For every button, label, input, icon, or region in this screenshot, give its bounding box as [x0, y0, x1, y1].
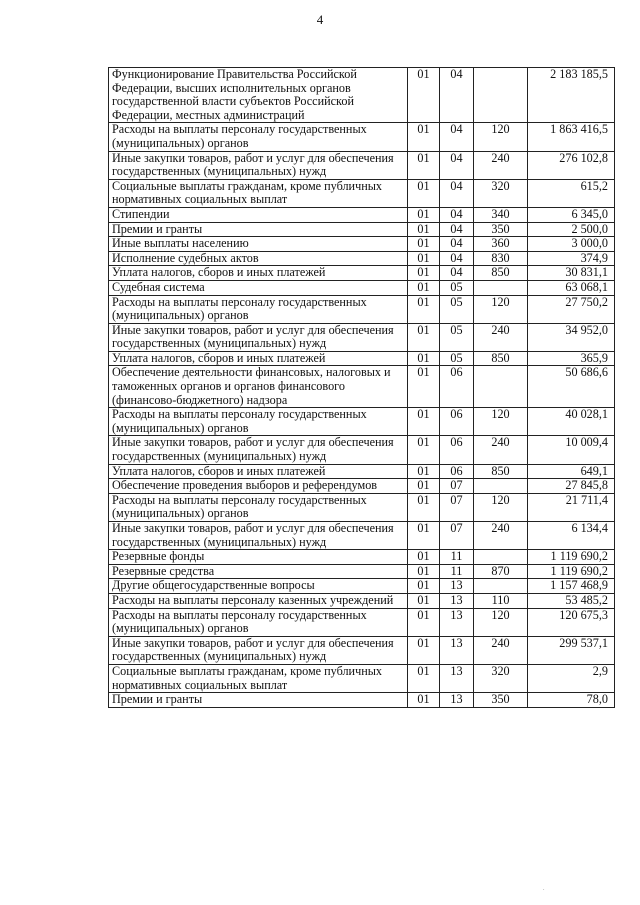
table-row — [109, 237, 615, 252]
row-subsection-code: 07 — [440, 479, 474, 494]
row-amount: 1 119 690,2 — [528, 564, 615, 579]
row-section-code: 01 — [408, 295, 440, 323]
row-amount: 649,1 — [528, 464, 615, 479]
table-row — [109, 266, 615, 281]
row-name: Резервные фонды — [109, 550, 408, 565]
row-expense-type-code — [474, 579, 528, 594]
row-subsection-code: 13 — [440, 693, 474, 708]
row-name: Премии и гранты — [109, 693, 408, 708]
row-section-code: 01 — [408, 207, 440, 222]
row-subsection-code: 04 — [440, 222, 474, 237]
row-amount: 27 750,2 — [528, 295, 615, 323]
row-subsection-code: 06 — [440, 408, 474, 436]
row-name: Социальные выплаты гражданам, кроме публичных нормативных социальных выплат — [109, 179, 408, 207]
row-subsection-code: 04 — [440, 68, 474, 123]
table-row — [109, 550, 615, 565]
row-subsection-code: 13 — [440, 608, 474, 636]
row-section-code: 01 — [408, 493, 440, 521]
row-section-code: 01 — [408, 479, 440, 494]
table-row — [109, 608, 615, 636]
table-row — [109, 593, 615, 608]
row-name: Обеспечение деятельности финансовых, налоговых и таможенных органов и органов финансового (финансово-бюджетного) надзора — [109, 366, 408, 408]
row-section-code: 01 — [408, 179, 440, 207]
row-subsection-code: 04 — [440, 179, 474, 207]
row-expense-type-code: 240 — [474, 151, 528, 179]
table-row — [109, 207, 615, 222]
page-number: 4 — [316, 12, 324, 27]
row-amount: 30 831,1 — [528, 266, 615, 281]
row-amount: 34 952,0 — [528, 323, 615, 351]
row-subsection-code: 04 — [440, 123, 474, 151]
row-expense-type-code — [474, 479, 528, 494]
row-subsection-code: 04 — [440, 237, 474, 252]
row-amount: 615,2 — [528, 179, 615, 207]
row-name: Социальные выплаты гражданам, кроме публичных нормативных социальных выплат — [109, 664, 408, 692]
table-row — [109, 151, 615, 179]
table-body — [109, 68, 615, 708]
row-name: Уплата налогов, сборов и иных платежей — [109, 351, 408, 366]
row-amount: 53 485,2 — [528, 593, 615, 608]
row-subsection-code: 13 — [440, 593, 474, 608]
row-amount: 299 537,1 — [528, 636, 615, 664]
row-section-code: 01 — [408, 636, 440, 664]
row-name: Иные закупки товаров, работ и услуг для обеспечения государственных (муниципальных) нужд — [109, 636, 408, 664]
row-amount: 1 863 416,5 — [528, 123, 615, 151]
table-row — [109, 351, 615, 366]
row-section-code: 01 — [408, 593, 440, 608]
row-subsection-code: 11 — [440, 550, 474, 565]
row-section-code: 01 — [408, 464, 440, 479]
table-row — [109, 664, 615, 692]
table-row — [109, 436, 615, 464]
table-row — [109, 222, 615, 237]
table-row — [109, 323, 615, 351]
row-section-code: 01 — [408, 366, 440, 408]
row-amount: 10 009,4 — [528, 436, 615, 464]
row-expense-type-code: 120 — [474, 123, 528, 151]
row-section-code: 01 — [408, 608, 440, 636]
table-row — [109, 479, 615, 494]
row-section-code: 01 — [408, 664, 440, 692]
row-section-code: 01 — [408, 408, 440, 436]
row-amount: 2 500,0 — [528, 222, 615, 237]
row-name: Иные закупки товаров, работ и услуг для обеспечения государственных (муниципальных) нужд — [109, 151, 408, 179]
row-name: Уплата налогов, сборов и иных платежей — [109, 464, 408, 479]
row-subsection-code: 06 — [440, 436, 474, 464]
row-amount: 21 711,4 — [528, 493, 615, 521]
row-section-code: 01 — [408, 222, 440, 237]
row-name: Функционирование Правительства Российской Федерации, высших исполнительных органов государственной власти субъектов Российской Федерации, местных администраций — [109, 68, 408, 123]
row-name: Стипендии — [109, 207, 408, 222]
row-subsection-code: 07 — [440, 522, 474, 550]
row-amount: 1 157 468,9 — [528, 579, 615, 594]
row-amount: 365,9 — [528, 351, 615, 366]
row-subsection-code: 06 — [440, 366, 474, 408]
row-expense-type-code: 850 — [474, 464, 528, 479]
row-name: Расходы на выплаты персоналу государственных (муниципальных) органов — [109, 123, 408, 151]
row-name: Иные закупки товаров, работ и услуг для обеспечения государственных (муниципальных) нужд — [109, 323, 408, 351]
row-amount: 2 183 185,5 — [528, 68, 615, 123]
row-expense-type-code: 830 — [474, 251, 528, 266]
table-row — [109, 636, 615, 664]
row-amount: 78,0 — [528, 693, 615, 708]
row-subsection-code: 13 — [440, 636, 474, 664]
row-section-code: 01 — [408, 151, 440, 179]
row-section-code: 01 — [408, 351, 440, 366]
table-row — [109, 68, 615, 123]
row-amount: 276 102,8 — [528, 151, 615, 179]
row-expense-type-code: 110 — [474, 593, 528, 608]
row-section-code: 01 — [408, 68, 440, 123]
row-name: Премии и гранты — [109, 222, 408, 237]
table-row — [109, 464, 615, 479]
row-amount: 3 000,0 — [528, 237, 615, 252]
row-amount: 120 675,3 — [528, 608, 615, 636]
row-name: Иные выплаты населению — [109, 237, 408, 252]
row-amount: 63 068,1 — [528, 280, 615, 295]
row-section-code: 01 — [408, 579, 440, 594]
row-expense-type-code: 850 — [474, 266, 528, 281]
row-expense-type-code: 320 — [474, 664, 528, 692]
row-section-code: 01 — [408, 564, 440, 579]
row-amount: 40 028,1 — [528, 408, 615, 436]
row-expense-type-code: 320 — [474, 179, 528, 207]
row-name: Расходы на выплаты персоналу государственных (муниципальных) органов — [109, 295, 408, 323]
row-expense-type-code: 240 — [474, 636, 528, 664]
row-name: Исполнение судебных актов — [109, 251, 408, 266]
row-subsection-code: 13 — [440, 579, 474, 594]
row-name: Расходы на выплаты персоналу государственных (муниципальных) органов — [109, 608, 408, 636]
table-row — [109, 579, 615, 594]
row-subsection-code: 04 — [440, 151, 474, 179]
row-name: Уплата налогов, сборов и иных платежей — [109, 266, 408, 281]
row-expense-type-code — [474, 366, 528, 408]
row-subsection-code: 05 — [440, 295, 474, 323]
row-subsection-code: 05 — [440, 280, 474, 295]
row-name: Расходы на выплаты персоналу государственных (муниципальных) органов — [109, 408, 408, 436]
row-expense-type-code: 350 — [474, 693, 528, 708]
row-expense-type-code: 240 — [474, 323, 528, 351]
row-amount: 50 686,6 — [528, 366, 615, 408]
row-subsection-code: 07 — [440, 493, 474, 521]
table-row — [109, 366, 615, 408]
row-section-code: 01 — [408, 280, 440, 295]
table-row — [109, 493, 615, 521]
row-subsection-code: 06 — [440, 464, 474, 479]
row-section-code: 01 — [408, 266, 440, 281]
table-row — [109, 251, 615, 266]
table-row — [109, 408, 615, 436]
row-expense-type-code: 240 — [474, 522, 528, 550]
table-row — [109, 295, 615, 323]
row-section-code: 01 — [408, 550, 440, 565]
row-subsection-code: 13 — [440, 664, 474, 692]
row-name: Другие общегосударственные вопросы — [109, 579, 408, 594]
row-section-code: 01 — [408, 323, 440, 351]
row-expense-type-code: 120 — [474, 408, 528, 436]
row-expense-type-code — [474, 280, 528, 295]
row-expense-type-code: 350 — [474, 222, 528, 237]
row-name: Резервные средства — [109, 564, 408, 579]
row-section-code: 01 — [408, 237, 440, 252]
row-expense-type-code: 120 — [474, 493, 528, 521]
row-section-code: 01 — [408, 251, 440, 266]
row-section-code: 01 — [408, 522, 440, 550]
row-name: Иные закупки товаров, работ и услуг для обеспечения государственных (муниципальных) нужд — [109, 522, 408, 550]
row-name: Расходы на выплаты персоналу казенных учреждений — [109, 593, 408, 608]
row-expense-type-code: 240 — [474, 436, 528, 464]
table-row — [109, 693, 615, 708]
row-subsection-code: 04 — [440, 266, 474, 281]
row-subsection-code: 05 — [440, 323, 474, 351]
row-name: Судебная система — [109, 280, 408, 295]
row-subsection-code: 05 — [440, 351, 474, 366]
row-expense-type-code: 120 — [474, 295, 528, 323]
row-subsection-code: 04 — [440, 207, 474, 222]
budget-table — [108, 67, 615, 708]
table-row — [109, 179, 615, 207]
row-amount: 2,9 — [528, 664, 615, 692]
row-expense-type-code: 850 — [474, 351, 528, 366]
table-row — [109, 280, 615, 295]
row-section-code: 01 — [408, 693, 440, 708]
row-name: Обеспечение проведения выборов и референдумов — [109, 479, 408, 494]
table-row — [109, 123, 615, 151]
row-name: Расходы на выплаты персоналу государственных (муниципальных) органов — [109, 493, 408, 521]
row-subsection-code: 11 — [440, 564, 474, 579]
table-row — [109, 564, 615, 579]
row-expense-type-code — [474, 550, 528, 565]
scan-mark: . — [543, 886, 545, 892]
row-section-code: 01 — [408, 123, 440, 151]
row-expense-type-code — [474, 68, 528, 123]
row-amount: 27 845,8 — [528, 479, 615, 494]
row-amount: 6 134,4 — [528, 522, 615, 550]
row-amount: 374,9 — [528, 251, 615, 266]
row-section-code: 01 — [408, 436, 440, 464]
row-name: Иные закупки товаров, работ и услуг для обеспечения государственных (муниципальных) нужд — [109, 436, 408, 464]
row-expense-type-code: 870 — [474, 564, 528, 579]
row-expense-type-code: 340 — [474, 207, 528, 222]
row-amount: 6 345,0 — [528, 207, 615, 222]
row-expense-type-code: 360 — [474, 237, 528, 252]
row-expense-type-code: 120 — [474, 608, 528, 636]
row-amount: 1 119 690,2 — [528, 550, 615, 565]
row-subsection-code: 04 — [440, 251, 474, 266]
table-row — [109, 522, 615, 550]
